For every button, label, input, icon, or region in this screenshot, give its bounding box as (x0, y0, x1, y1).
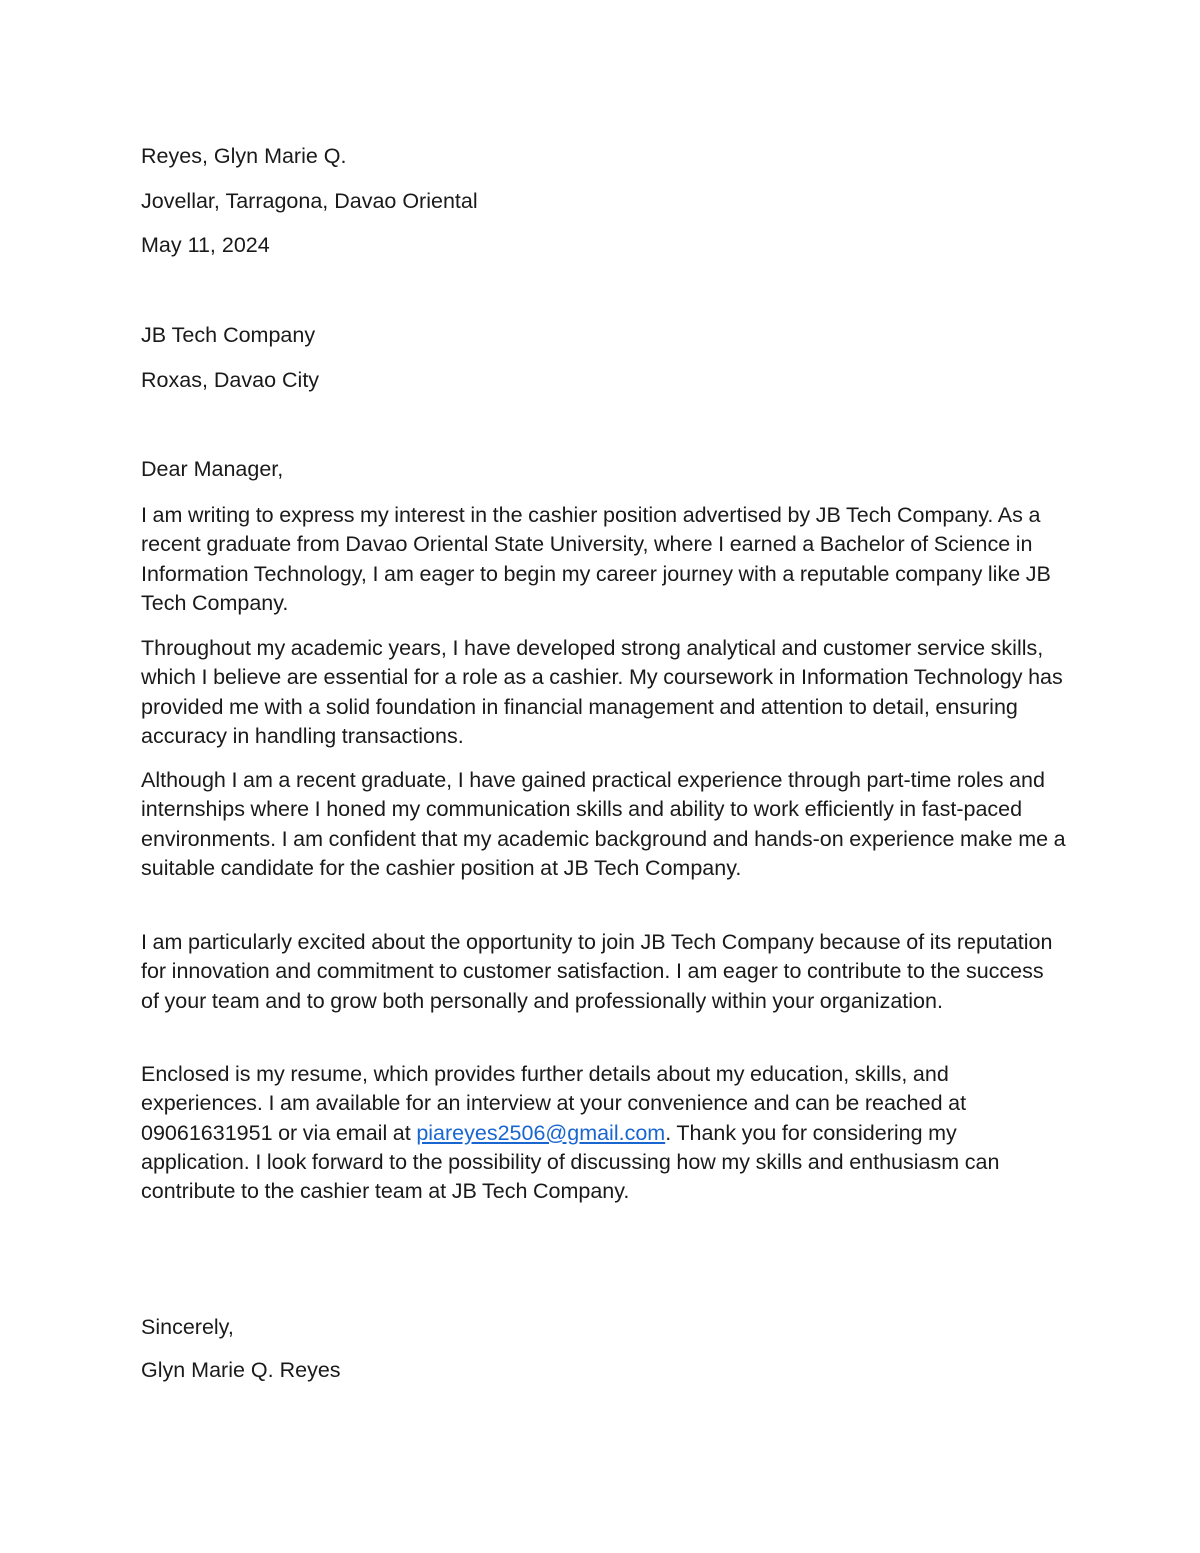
body-paragraph-3: Although I am a recent graduate, I have gained practical experience through part-time roles and internships where I honed my communication skills and ability to work efficiently in fast-paced environments. I am confident that my academic background and hands-on experience make me a suitable candidate for the cashier position at JB Tech Company. (141, 768, 1066, 880)
signature-name: Glyn Marie Q. Reyes (141, 1358, 341, 1382)
letter-date: May 11, 2024 (141, 233, 270, 257)
body-paragraph-1: I am writing to express my interest in the cashier position advertised by JB Tech Company. As a recent graduate from Davao Oriental State University, where I earned a Bachelor of Science in Information Technology, I am eager to begin my career journey with a reputable company like JB Tech Company. (141, 503, 1051, 615)
closing: Sincerely, (141, 1315, 234, 1339)
paragraph-5-text-end: . Thank you for considering my application. I look forward to the possibility of discussing how my skills and enthusiasm can contribute to the cashier team at JB Tech Company. (141, 1120, 1000, 1204)
recipient-address: Roxas, Davao City (141, 368, 320, 392)
body-paragraph-5 (141, 1060, 1066, 1206)
paragraph-5-text-start: Enclosed is my resume, which provides further details about my education, skills, and experiences. I am available for an interview at your convenience and can be reached at 09061631951 or via email at (141, 1062, 967, 1145)
email-link[interactable]: piareyes2506@gmail.com (416, 1120, 666, 1145)
recipient-company: JB Tech Company (141, 323, 316, 347)
sender-address: Jovellar, Tarragona, Davao Oriental (141, 189, 478, 213)
sender-name: Reyes, Glyn Marie Q. (141, 144, 347, 168)
body-paragraph-4: I am particularly excited about the opportunity to join JB Tech Company because of its reputation for innovation and commitment to customer satisfaction. I am eager to contribute to the success of your team and to grow both personally and professionally within your organization. (141, 930, 1053, 1013)
body-paragraph-2: Throughout my academic years, I have developed strong analytical and customer service skills, which I believe are essential for a role as a cashier. My coursework in Information Technology has provided me with a solid foundation in financial management and attention to detail, ensuring accuracy in handling transactions. (141, 636, 1063, 748)
salutation: Dear Manager, (141, 457, 284, 481)
